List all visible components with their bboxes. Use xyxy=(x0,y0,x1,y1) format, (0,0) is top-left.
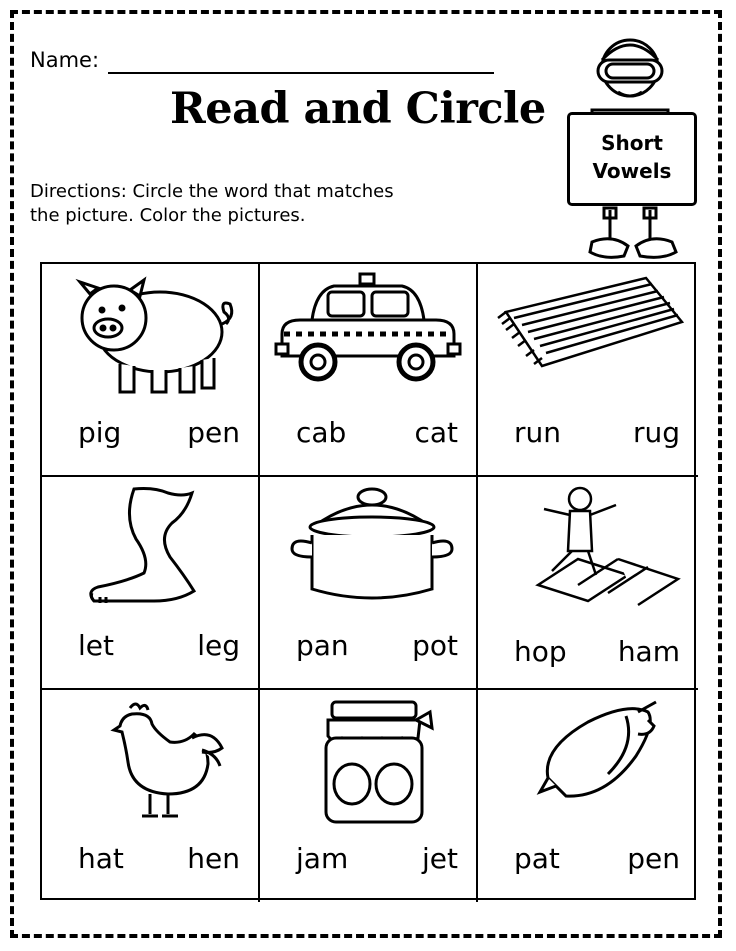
word-option[interactable]: cab xyxy=(296,416,347,449)
word-choices xyxy=(42,842,258,875)
word-choices xyxy=(260,416,476,449)
pot-icon xyxy=(270,485,466,615)
word-option[interactable]: ham xyxy=(617,635,680,668)
word-option[interactable]: let xyxy=(78,629,114,662)
word-option[interactable]: jam xyxy=(296,842,349,875)
cell-pig xyxy=(42,264,260,477)
word-choices xyxy=(478,416,698,449)
word-option[interactable]: pen xyxy=(187,416,240,449)
word-option[interactable]: pig xyxy=(78,416,122,449)
hopscotch-icon xyxy=(488,485,684,615)
word-option[interactable]: cat xyxy=(414,416,458,449)
word-option[interactable]: pat xyxy=(514,842,560,875)
jam-jar-icon xyxy=(270,698,466,828)
word-choices xyxy=(42,416,258,449)
cell-pen xyxy=(478,690,698,902)
word-option[interactable]: leg xyxy=(197,629,240,662)
pig-icon xyxy=(52,272,248,402)
sign-line-2: Vowels xyxy=(592,159,672,183)
word-option[interactable]: pen xyxy=(627,842,680,875)
word-option[interactable]: hen xyxy=(187,842,240,875)
word-choices xyxy=(478,842,698,875)
word-choices xyxy=(478,635,698,668)
cell-pot xyxy=(260,477,478,690)
short-vowels-sign xyxy=(567,112,697,206)
word-option[interactable]: run xyxy=(514,416,562,449)
directions-line-2: the picture. Color the pictures. xyxy=(30,205,306,226)
page-title: Read and Circle xyxy=(170,84,546,134)
word-option[interactable]: rug xyxy=(632,416,680,449)
word-choices xyxy=(260,629,476,662)
directions-line-1: Directions: Circle the word that matches xyxy=(30,181,394,202)
sign-line-1: Short xyxy=(601,131,663,155)
pen-icon xyxy=(488,698,684,828)
rug-icon xyxy=(488,272,684,402)
taxi-cab-icon xyxy=(270,272,466,402)
name-label: Name: xyxy=(30,48,100,72)
word-option[interactable]: jet xyxy=(422,842,458,875)
picture-grid xyxy=(40,262,696,900)
cell-hop xyxy=(478,477,698,690)
leg-icon xyxy=(52,485,248,615)
word-option[interactable]: hop xyxy=(514,635,567,668)
cell-leg xyxy=(42,477,260,690)
cell-hen xyxy=(42,690,260,902)
word-choices xyxy=(42,629,258,662)
cell-cab xyxy=(260,264,478,477)
word-option[interactable]: hat xyxy=(78,842,124,875)
cell-rug xyxy=(478,264,698,477)
hen-icon xyxy=(52,698,248,828)
directions xyxy=(30,180,460,228)
cell-jam xyxy=(260,690,478,902)
word-option[interactable]: pan xyxy=(296,629,349,662)
word-choices xyxy=(260,842,476,875)
name-line[interactable] xyxy=(108,72,494,74)
word-option[interactable]: pot xyxy=(412,629,458,662)
